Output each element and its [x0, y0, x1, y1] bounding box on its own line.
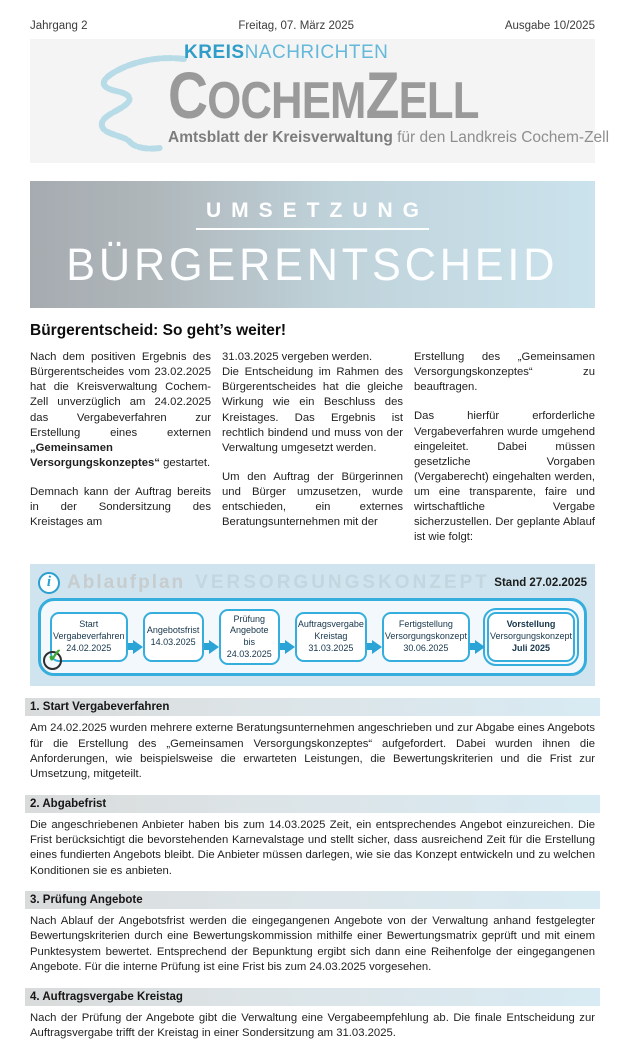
- kicker-light: NACHRICHTEN: [244, 42, 389, 63]
- timeline-step-5: [382, 612, 470, 662]
- section-body: Die angeschriebenen Anbieter haben bis zum 14.03.2025 Zeit, ein entsprechendes Angebot einzureichen. Die Frist berücksichtigt die bevorstehenden Karnevalstage und stellt sicher, dass ausreichend Zeit für die Erstellung eines fundierten Angebots bleibt. Die Anbieter müssen darlegen, wie sie das Konzept entwickeln und zu welchen Konditionen sie es anbieten.: [30, 818, 595, 877]
- timeline-step-1: [47, 612, 128, 667]
- logo-initial-1: C: [168, 58, 208, 132]
- text-run: Nach dem positiven Ergebnis des Bürgerentscheides vom 23.02.2025 hat die Kreisverwaltung Cochem-Zell unverzüglich am 24.02.2025 das Vergabeverfahren zur Erstellung eines externen: [30, 351, 211, 439]
- section-2: [30, 795, 595, 879]
- info-icon: i: [38, 572, 60, 594]
- paragraph: Um den Auftrag der Bürgerinnen und Bürger umzusetzen, wurde entschieden, ein externes Beratungsunternehmen mit der: [222, 470, 403, 529]
- timeline-title-word2: VERSORGUNGSKONZEPT: [195, 571, 490, 593]
- section-body: Nach Ablauf der Angebotsfrist werden die eingegangenen Angebote von der Verwaltung anhand festgelegter Bewertungskriterien durch eine Bewertungskommission mithilfe einer Bewertungsmatrix geprüft und mit einem Punktesystem bewertet. Entsprechend der Bepunktung ergibt sich dann eine Reihenfolge der eingegangenen Angebote. Für die interne Prüfung ist eine Frist bis zum 24.03.2025 vorgesehen.: [30, 915, 595, 974]
- step-line: Start: [79, 619, 99, 630]
- arrow-right-icon: [128, 639, 143, 655]
- section-4: [30, 988, 595, 1041]
- article-columns: [30, 350, 595, 560]
- status-date: Stand 27.02.2025: [494, 576, 587, 589]
- banner-line-2: BÜRGERENTSCHEID: [66, 238, 559, 290]
- paragraph: 31.03.2025 vergeben werden.: [222, 351, 373, 363]
- text-run: gestartet.: [159, 456, 211, 469]
- logo-initial-2: Z: [365, 58, 399, 132]
- tagline-bold: Amtsblatt der Kreisverwaltung: [168, 128, 393, 146]
- issue-number: Ausgabe 10/2025: [504, 20, 595, 32]
- section-body: Am 24.02.2025 wurden mehrere externe Beratungsunternehmen angeschrieben und zur Abgabe eines Angebots für die Erstellung des „Gemeinsamen Versorgungskonzeptes“ aufgefordert. Dabei wurden ihnen die Anforderungen, wie beispielsweise die erwarteten Leistungen, die Bewertungskriterien und die Frist zur Umsetzung, mitgeteilt.: [30, 722, 595, 781]
- logo-rest-2: ELL: [398, 72, 479, 130]
- step-line: 31.03.2025: [308, 642, 354, 653]
- kicker-bold: KREIS: [184, 42, 245, 63]
- step-line: Vergabeverfahren: [53, 631, 125, 642]
- article-column-1: [30, 350, 211, 560]
- timeline-step-2: [143, 612, 204, 662]
- section-body: Nach der Prüfung der Angebote gibt die Verwaltung eine Vergabeempfehlung ab. Die finale Entscheidung zur Auftragsvergabe trifft der Kreistag in einer Sondersitzung am 31.03.2025.: [30, 1011, 595, 1039]
- step-line: 30.06.2025: [403, 642, 449, 653]
- paragraph: Demnach kann der Auftrag bereits in der Sondersitzung des Kreistages am: [30, 486, 211, 529]
- section-heading: 3. Prüfung Angebote: [25, 891, 600, 909]
- timeline-track: [38, 598, 587, 677]
- section-heading: 4. Auftragsvergabe Kreistag: [25, 988, 600, 1006]
- section-heading: 1. Start Vergabeverfahren: [25, 698, 600, 716]
- tagline-rest: für den Landkreis Cochem-Zell: [392, 128, 610, 146]
- step-line: Juli 2025: [511, 642, 550, 653]
- step-line: Kreistag: [314, 631, 348, 642]
- timeline-infographic: [30, 564, 595, 687]
- banner-line-1: UMSETZUNG: [196, 199, 429, 230]
- step-line: 14.03.2025: [150, 636, 196, 647]
- section-3: [30, 891, 595, 975]
- step-line: Auftragsvergabe: [297, 619, 364, 630]
- arrow-right-icon: [204, 639, 219, 655]
- timeline-title: [67, 572, 490, 594]
- logo-wordmark: [168, 58, 538, 132]
- logo-rest-1: OCHEM: [207, 72, 366, 130]
- timeline-step-3: [219, 609, 280, 666]
- step-line: Versorgungskonzept: [489, 631, 573, 642]
- volume-label: Jahrgang 2: [30, 20, 88, 32]
- arrow-right-icon: [470, 639, 485, 655]
- section-1: [30, 698, 595, 782]
- paragraph: Erstellung des „Gemeinsamen Versorgungskonzeptes“ zu beauftragen.: [414, 351, 595, 394]
- article-column-2: [222, 350, 403, 560]
- timeline-step-6: [487, 612, 575, 662]
- timeline-step-4: [295, 612, 367, 662]
- article-headline: Bürgerentscheid: So geht’s weiter!: [30, 322, 287, 339]
- step-line: Angebotsfrist: [146, 625, 200, 636]
- step-line: Prüfung Angebote: [230, 613, 269, 636]
- timeline-title-word1: Ablaufplan: [67, 571, 186, 593]
- paragraph: Die Entscheidung im Rahmen des Bürgerentscheides hat die gleiche Wirkung wie ein Beschluss des Kreistages. Das Ergebnis ist rechtlich bindend und muss von der Verwaltung umgesetzt werden.: [222, 366, 403, 454]
- timeline-header: [38, 569, 587, 597]
- arrow-right-icon: [280, 639, 295, 655]
- banner-image: [30, 181, 595, 308]
- masthead: [30, 39, 610, 163]
- step-line: bis 24.03.2025: [226, 636, 272, 659]
- text-run-bold: „Gemeinsamen Versorgungskonzeptes“: [30, 441, 160, 469]
- issue-date: Freitag, 07. März 2025: [238, 20, 355, 32]
- step-line: Versorgungskonzept: [384, 631, 467, 642]
- issue-meta-row: [30, 0, 595, 37]
- masthead-text: [168, 42, 609, 147]
- article-column-3: [414, 350, 595, 560]
- step-line: Vorstellung: [506, 619, 556, 630]
- paragraph: Das hierfür erforderliche Vergabeverfahren wurde umgehend eingeleitet. Dabei müssen gesetzliche Vorgaben (Vergaberecht) eingehalten werden, um eine transparente, faire und wirtschaftliche Vergabe sicherzustellen. Der geplante Ablauf ist wie folgt:: [414, 410, 595, 544]
- section-heading: 2. Abgabefrist: [25, 795, 600, 813]
- step-line: Fertigstellung: [398, 619, 453, 630]
- paragraph: [30, 350, 211, 471]
- arrow-right-icon: [367, 639, 382, 655]
- done-check-icon: ✓: [43, 651, 62, 670]
- step-line: 24.02.2025: [66, 642, 112, 653]
